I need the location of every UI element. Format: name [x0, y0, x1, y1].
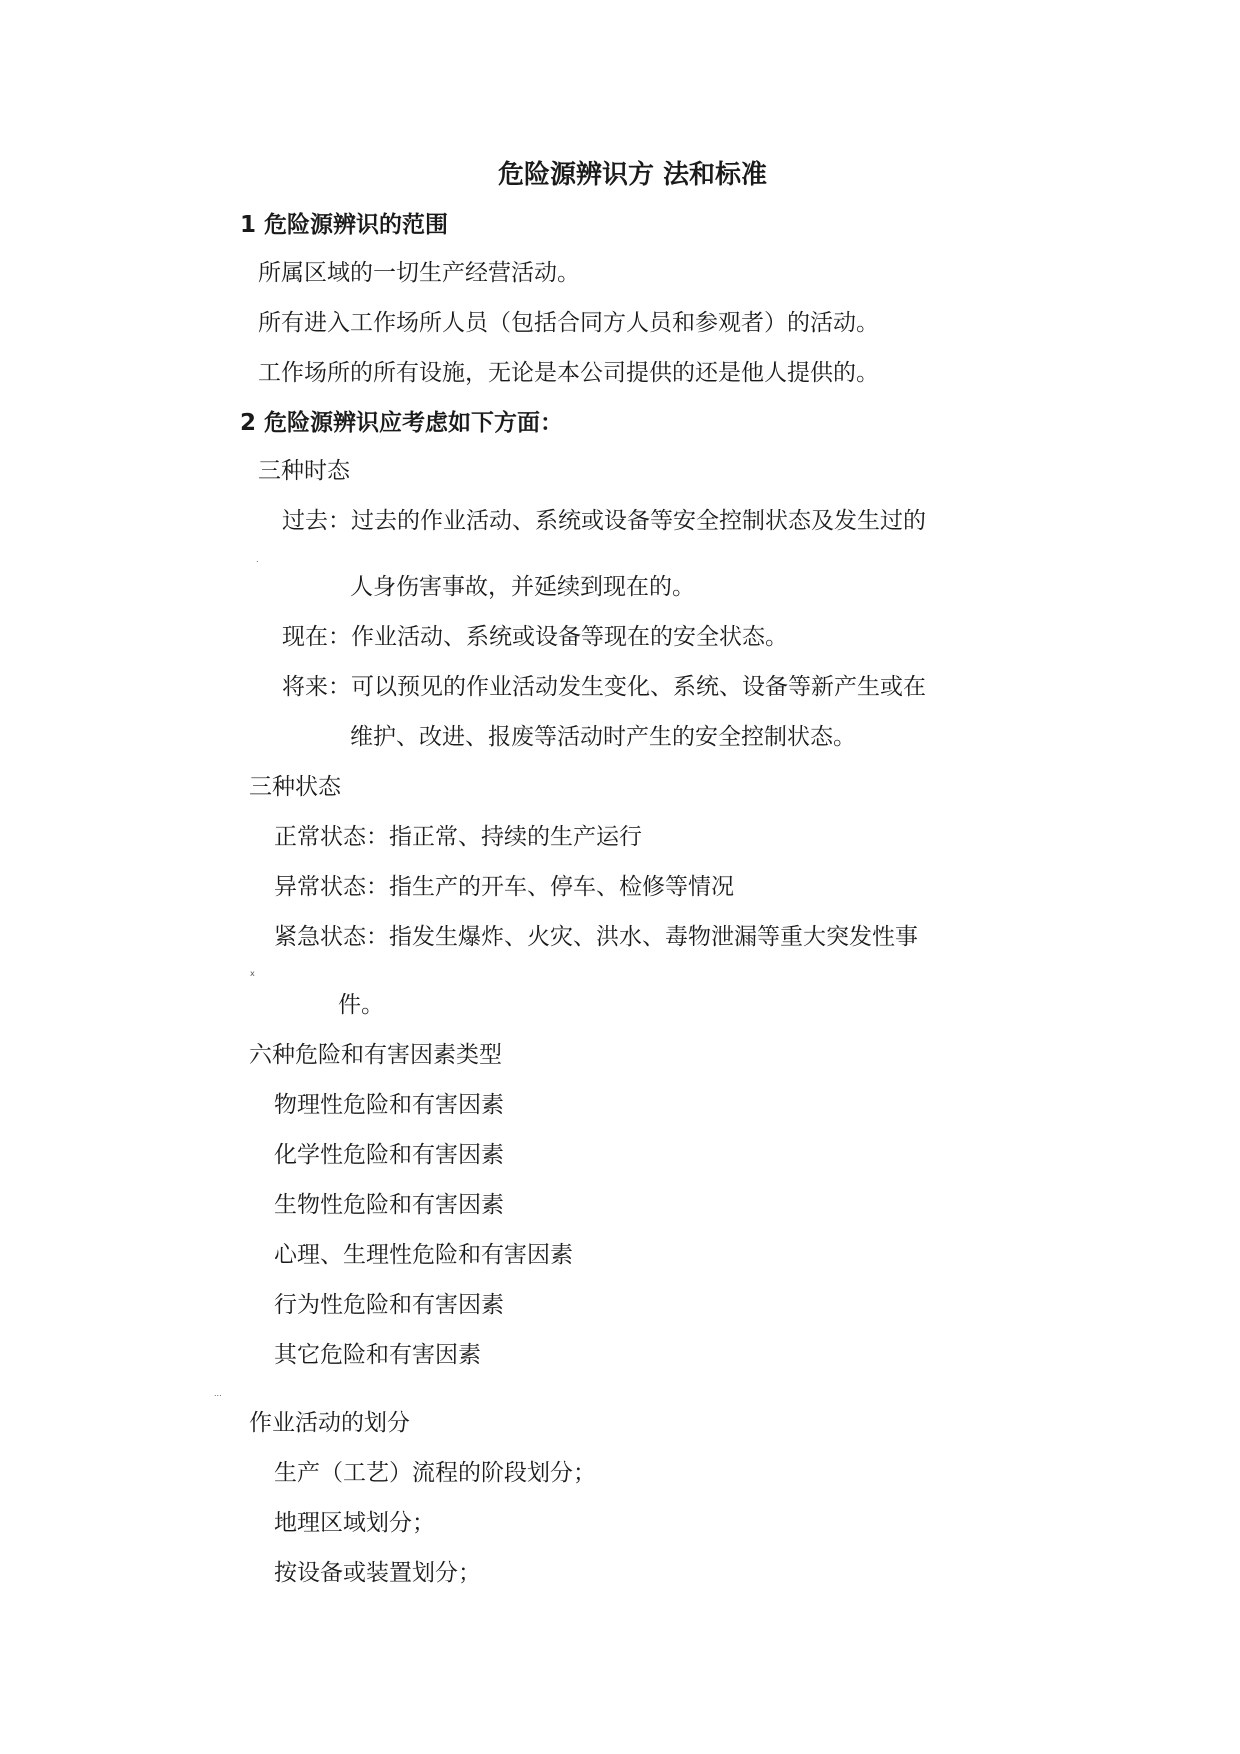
- factor-item: 生物性危险和有害因素: [274, 1192, 504, 1218]
- state-emergency-line2: 件。: [338, 992, 384, 1018]
- three-tenses-label: 三种时态: [258, 458, 350, 484]
- section2-heading: 2 危险源辨识应考虑如下方面：: [240, 410, 564, 436]
- activity-division-label: 作业活动的划分: [249, 1410, 410, 1436]
- factor-item: 物理性危险和有害因素: [274, 1092, 504, 1118]
- section1-item: 所有进入工作场所人员（包括合同方人员和参观者）的活动。: [258, 310, 879, 336]
- factor-item: 行为性危险和有害因素: [274, 1292, 504, 1318]
- three-states-label: 三种状态: [249, 774, 341, 800]
- section1-item: 工作场所的所有设施，无论是本公司提供的还是他人提供的。: [258, 360, 879, 386]
- section1-item: 所属区域的一切生产经营活动。: [258, 260, 580, 286]
- stray-mark: x: [250, 969, 255, 978]
- factor-item: 其它危险和有害因素: [274, 1342, 481, 1368]
- section1-heading: 1 危险源辨识的范围: [240, 212, 449, 238]
- tense-past-line1: 过去：过去的作业活动、系统或设备等安全控制状态及发生过的: [282, 508, 926, 534]
- state-abnormal: 异常状态：指生产的开车、停车、检修等情况: [274, 874, 734, 900]
- state-emergency-line1: 紧急状态：指发生爆炸、火灾、洪水、毒物泄漏等重大突发性事: [274, 924, 918, 950]
- activity-division-item: 地理区域划分；: [274, 1510, 435, 1536]
- tense-future-line1: 将来：可以预见的作业活动发生变化、系统、设备等新产生或在: [282, 674, 926, 700]
- stray-mark: .: [256, 555, 259, 564]
- six-factors-label: 六种危险和有害因素类型: [249, 1042, 502, 1068]
- tense-past-line2: 人身伤害事故，并延续到现在的。: [350, 574, 695, 600]
- document-title: 危险源辨识方 法和标准: [498, 160, 768, 190]
- activity-division-item: 按设备或装置划分；: [274, 1560, 481, 1586]
- state-normal: 正常状态：指正常、持续的生产运行: [274, 824, 642, 850]
- stray-mark: ...: [214, 1389, 222, 1398]
- tense-future-line2: 维护、改进、报废等活动时产生的安全控制状态。: [350, 724, 856, 750]
- activity-division-item: 生产（工艺）流程的阶段划分；: [274, 1460, 596, 1486]
- factor-item: 化学性危险和有害因素: [274, 1142, 504, 1168]
- factor-item: 心理、生理性危险和有害因素: [274, 1242, 573, 1268]
- tense-present: 现在：作业活动、系统或设备等现在的安全状态。: [282, 624, 788, 650]
